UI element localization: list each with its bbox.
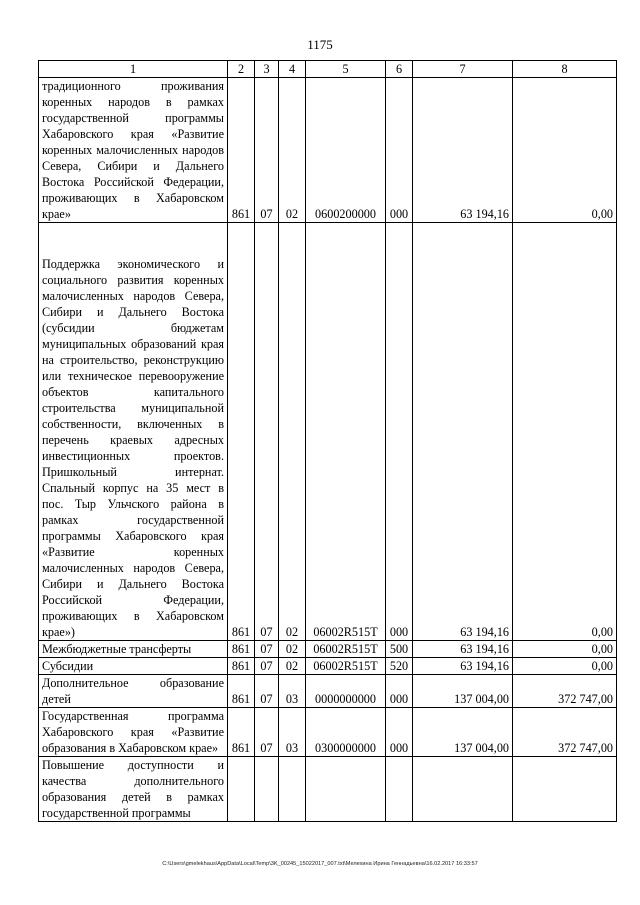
cell-expense-type: 500	[386, 641, 413, 658]
cell-expense-type: 000	[386, 675, 413, 708]
column-header: 2	[228, 61, 255, 78]
cell-amount-1: 63 194,16	[413, 658, 513, 675]
cell-ministry-code: 861	[228, 658, 255, 675]
cell-amount-2: 0,00	[513, 78, 617, 223]
cell-amount-2: 372 747,00	[513, 708, 617, 757]
column-header: 4	[279, 61, 306, 78]
cell-amount-1: 137 004,00	[413, 708, 513, 757]
cell-section: 07	[255, 708, 279, 757]
cell-section: 07	[255, 658, 279, 675]
cell-section: 07	[255, 641, 279, 658]
cell-expense-type	[386, 757, 413, 822]
cell-subsection: 02	[279, 78, 306, 223]
table-row	[39, 641, 617, 658]
cell-section: 07	[255, 675, 279, 708]
row-description: Государственная программа Хабаровского края «Развитие образования в Хабаровском крае»	[39, 708, 228, 757]
table-row	[39, 78, 617, 223]
cell-subsection	[279, 757, 306, 822]
cell-ministry-code	[228, 757, 255, 822]
column-header: 6	[386, 61, 413, 78]
cell-subsection: 03	[279, 708, 306, 757]
column-header: 8	[513, 61, 617, 78]
cell-expense-type: 520	[386, 658, 413, 675]
cell-expense-type: 000	[386, 78, 413, 223]
cell-amount-2: 0,00	[513, 658, 617, 675]
column-header: 1	[39, 61, 228, 78]
document-footer-path: C:\Users\gmelekhaus\AppData\Local\Temp\3K_00245_15022017_007.txt\Мелехина Ирина Геннадьевна\16.02.2017 16:33:57	[162, 861, 478, 867]
cell-expense-type: 000	[386, 223, 413, 641]
cell-subsection: 02	[279, 658, 306, 675]
cell-amount-1	[413, 757, 513, 822]
row-description: Поддержка экономического и социального развития коренных малочисленных народов Севера, Сибири и Дальнего Востока (субсидии бюджетам муниципальных образований края на строительство, реконструкцию или техническое перевооружение объектов капитального строительства муниципальной собственности, включенных в перечень краевых адресных инвестиционных проектов. Пришкольный интернат. Спальный корпус на 35 мест в пос. Тыр Ульчского района в рамках государственной программы Хабаровского края «Развитие коренных малочисленных народов Севера, Сибири и Дальнего Востока Российской Федерации, проживающих в Хабаровском крае»)	[39, 223, 228, 641]
cell-subsection: 02	[279, 223, 306, 641]
budget-table	[38, 60, 617, 822]
cell-amount-2: 372 747,00	[513, 675, 617, 708]
cell-amount-1: 63 194,16	[413, 641, 513, 658]
row-description: Межбюджетные трансферты	[39, 641, 228, 658]
cell-ministry-code: 861	[228, 78, 255, 223]
cell-target-article: 06002R515T	[306, 658, 386, 675]
cell-target-article: 0000000000	[306, 675, 386, 708]
cell-target-article: 0300000000	[306, 708, 386, 757]
cell-section	[255, 757, 279, 822]
cell-amount-2	[513, 757, 617, 822]
cell-target-article	[306, 757, 386, 822]
table-row	[39, 675, 617, 708]
table-header-row	[39, 61, 617, 78]
cell-ministry-code: 861	[228, 708, 255, 757]
cell-amount-2: 0,00	[513, 641, 617, 658]
row-description: Дополнительное образование детей	[39, 675, 228, 708]
table-row	[39, 757, 617, 822]
cell-subsection: 02	[279, 641, 306, 658]
table-row	[39, 658, 617, 675]
table-row	[39, 708, 617, 757]
cell-subsection: 03	[279, 675, 306, 708]
cell-amount-2: 0,00	[513, 223, 617, 641]
cell-target-article: 06002R515T	[306, 641, 386, 658]
cell-target-article: 0600200000	[306, 78, 386, 223]
cell-amount-1: 63 194,16	[413, 223, 513, 641]
cell-ministry-code: 861	[228, 223, 255, 641]
column-header: 5	[306, 61, 386, 78]
table-row	[39, 223, 617, 641]
column-header: 3	[255, 61, 279, 78]
cell-ministry-code: 861	[228, 641, 255, 658]
cell-section: 07	[255, 223, 279, 641]
row-description: Субсидии	[39, 658, 228, 675]
column-header: 7	[413, 61, 513, 78]
row-description: традиционного проживания коренных народов в рамках государственной программы Хабаровского края «Развитие коренных малочисленных народов Севера, Сибири и Дальнего Востока Российской Федерации, проживающих в Хабаровском крае»	[39, 78, 228, 223]
row-description: Повышение доступности и качества дополнительного образования детей в рамках государственной программы	[39, 757, 228, 822]
cell-target-article: 06002R515T	[306, 223, 386, 641]
cell-amount-1: 137 004,00	[413, 675, 513, 708]
page-number: 1175	[307, 37, 333, 52]
cell-amount-1: 63 194,16	[413, 78, 513, 223]
cell-section: 07	[255, 78, 279, 223]
cell-expense-type: 000	[386, 708, 413, 757]
cell-ministry-code: 861	[228, 675, 255, 708]
